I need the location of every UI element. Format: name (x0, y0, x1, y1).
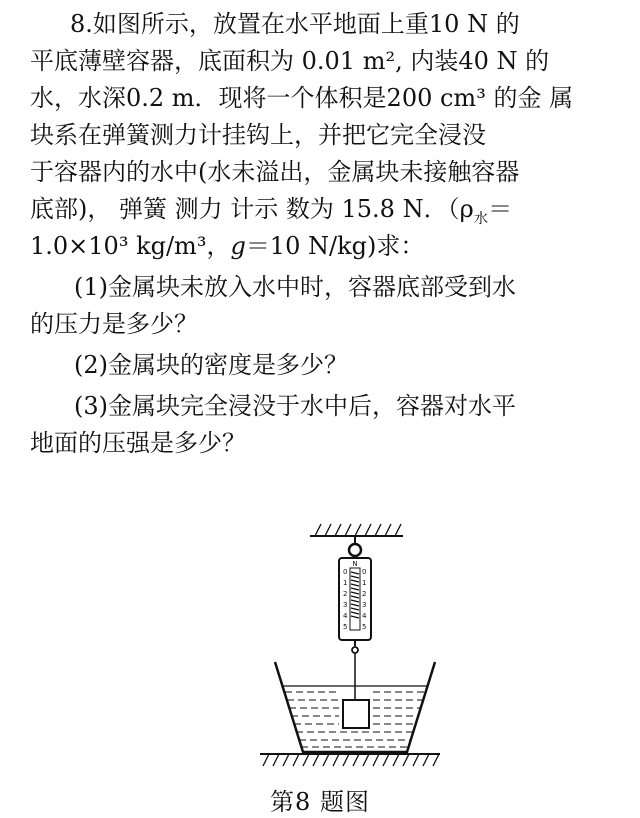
sub-question-2: (2)金属块的密度是多少？ (74, 351, 348, 379)
ceiling (310, 524, 403, 536)
tick-label: 2 (343, 590, 348, 598)
tick-label: 0 (343, 568, 348, 576)
ground (260, 754, 440, 766)
scale-unit-label: N (352, 560, 358, 568)
tick-label: 4 (362, 612, 367, 620)
question-line: 块系在弹簧测力计挂钩上，并把它完全浸没 (30, 121, 486, 149)
tick-label: 2 (362, 590, 367, 598)
tick-label: 3 (343, 601, 348, 609)
spring-scale-ring (349, 536, 361, 556)
question-line (30, 191, 630, 228)
question-text (30, 6, 630, 462)
rho-subscript: 水 (473, 210, 489, 227)
sub-question-3-cont: 地面的压强是多少？ (30, 429, 246, 457)
sub-question-1: (1)金属块未放入水中时，容器底部受到水 (74, 273, 516, 301)
tick-label: 1 (343, 579, 348, 587)
question-line: 于容器内的水中(水未溢出，金属块未接触容器 (30, 158, 520, 186)
tick-label: 4 (343, 612, 348, 620)
question-line-text: ＝10 N/kg)求： (245, 232, 425, 260)
question-line-text: 1.0×10³ kg/m³， (30, 232, 231, 260)
sub-question-3: (3)金属块完全浸没于水中后，容器对水平 (74, 392, 516, 420)
tick-label: 1 (362, 579, 367, 587)
question-line: 平底薄壁容器，底面积为 0.01 m², 内装40 N 的 (30, 47, 550, 75)
tick-label: 0 (362, 568, 367, 576)
question-line-text: ＝ (488, 195, 513, 223)
tick-label: 5 (362, 623, 367, 631)
apparatus-figure (255, 522, 440, 782)
tick-label: 5 (343, 623, 348, 631)
sub-question-1-cont: 的压力是多少？ (30, 310, 198, 338)
figure-caption: 第8 题图 (270, 788, 370, 816)
metal-block (343, 700, 369, 728)
question-line-text: 底部)， 弹簧 测力 计示 数为 15.8 N．（ρ (30, 195, 474, 223)
question-line: 水，水深0.2 m．现将一个体积是200 cm³ 的金 属 (30, 84, 574, 112)
spring-scale (339, 558, 371, 653)
question-line: 8.如图所示，放置在水平地面上重10 N 的 (70, 10, 520, 38)
tick-label: 3 (362, 601, 367, 609)
g-symbol: g (230, 232, 246, 260)
question-line (30, 228, 630, 265)
